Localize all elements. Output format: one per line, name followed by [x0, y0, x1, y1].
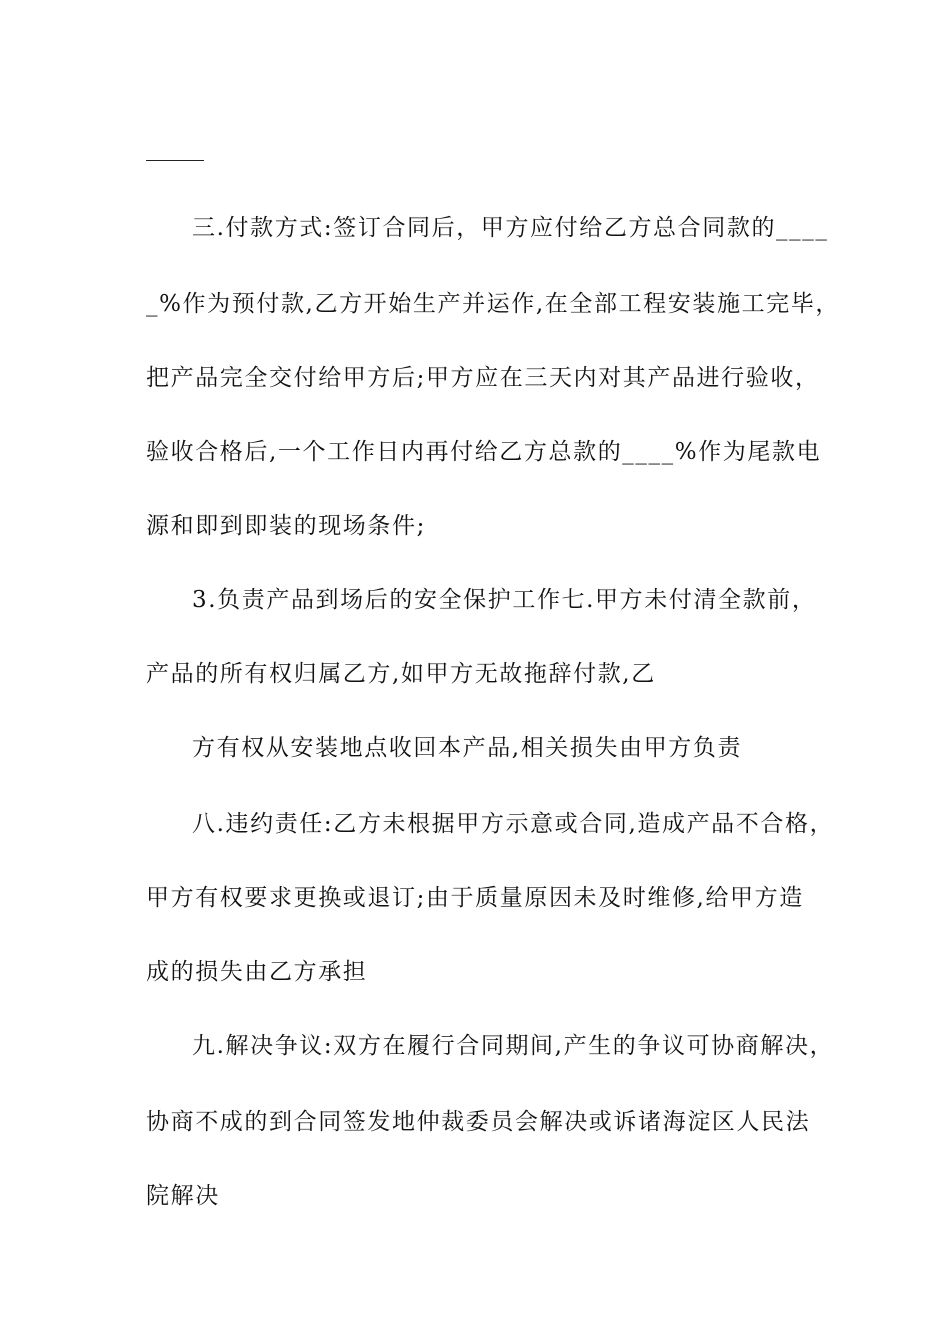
- paragraph-line: 九.解决争议:双方在履行合同期间,产生的争议可协商解决，: [192, 1033, 835, 1059]
- paragraph-line: 3.负责产品到场后的安全保护工作七.甲方未付清全款前，: [192, 587, 817, 613]
- paragraph-line: 成的损失由乙方承担: [146, 959, 368, 985]
- paragraph-line: 甲方有权要求更换或退订;由于质量原因未及时维修,给甲方造: [146, 885, 804, 911]
- top-blank-rule: [146, 160, 204, 161]
- paragraph-line: 八.违约责任:乙方未根据甲方示意或合同,造成产品不合格，: [192, 811, 835, 837]
- paragraph-line: 院解决: [146, 1183, 220, 1209]
- paragraph-line: 方有权从安装地点收回本产品,相关损失由甲方负责: [192, 735, 743, 761]
- paragraph-line: 把产品完全交付给甲方后;甲方应在三天内对其产品进行验收，: [146, 365, 820, 391]
- paragraph-line: 协商不成的到合同签发地仲裁委员会解决或诉诸海淀区人民法: [146, 1109, 811, 1135]
- paragraph-line: 产品的所有权归属乙方,如甲方无故拖辞付款,乙: [146, 661, 656, 687]
- paragraph-line: _%作为预付款,乙方开始生产并运作,在全部工程安装施工完毕，: [146, 291, 840, 317]
- paragraph-line: 验收合格后,一个工作日内再付给乙方总款的____%作为尾款电: [146, 439, 822, 465]
- paragraph-line: 三.付款方式:签订合同后，甲方应付给乙方总合同款的____: [192, 215, 829, 241]
- paragraph-line: 源和即到即装的现场条件;: [146, 513, 426, 539]
